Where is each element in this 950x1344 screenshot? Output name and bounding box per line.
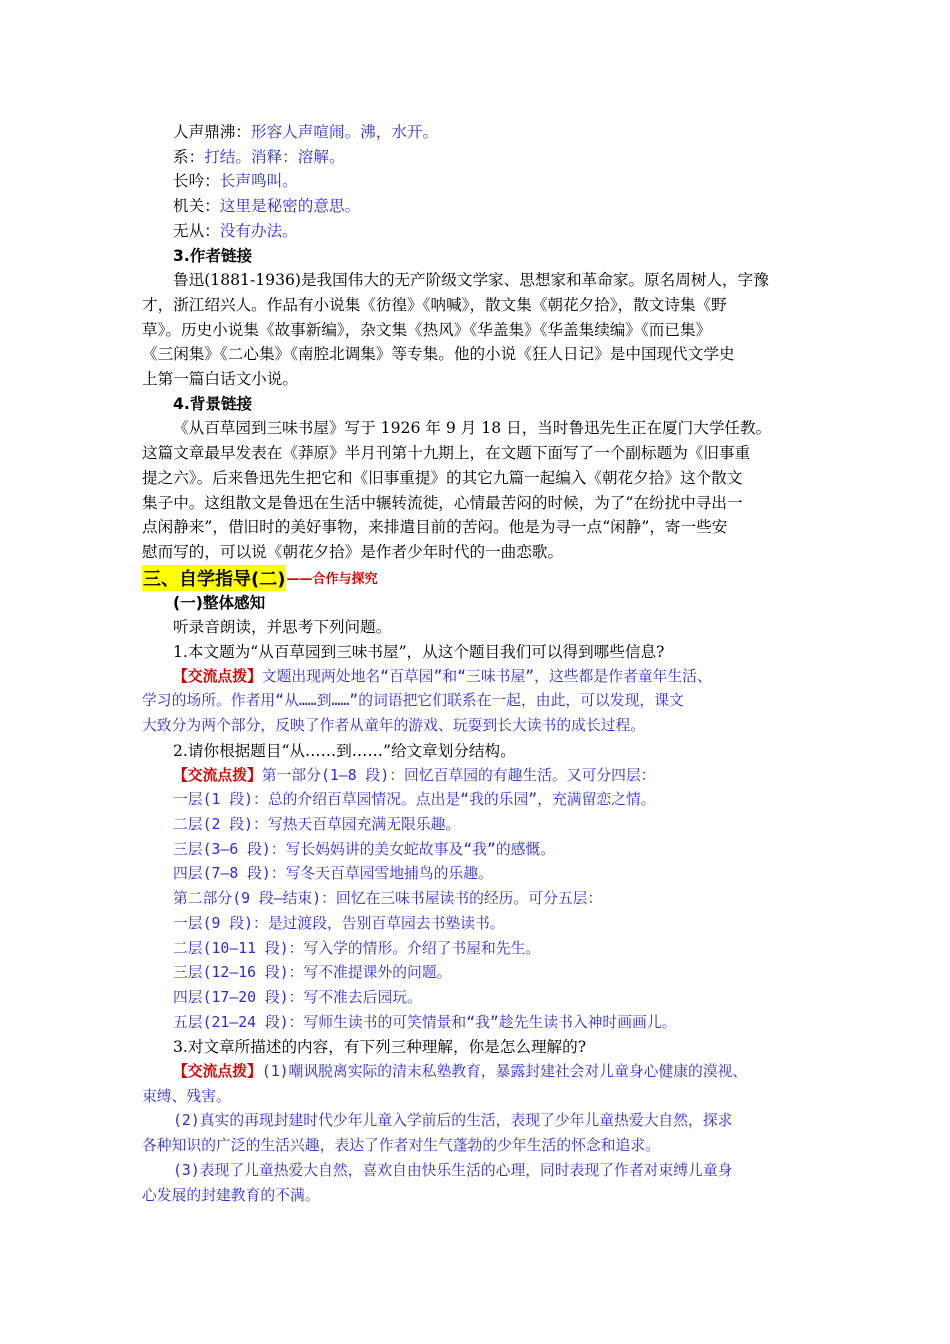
paragraph-line: 才，浙江绍兴人。作品有小说集《彷徨》《呐喊》，散文集《朝花夕拾》，散文诗集《野 [142, 295, 727, 314]
vocab-term: 系： [173, 147, 205, 166]
paragraph-line: 上第一篇白话文小说。 [142, 370, 298, 389]
author-heading: 3.作者链接 [173, 246, 253, 265]
paragraph-line: 草》。历史小说集《故事新编》，杂文集《热风》《华盖集》《华盖集续编》《而已集》 [142, 320, 712, 339]
vocab-definition: 没有办法。 [219, 221, 298, 240]
question-1: 1.本文题为“从百草园到三味书屋”，从这个题目我们可以得到哪些信息? [173, 643, 665, 662]
vocab-item [142, 145, 822, 170]
vocab-item [142, 219, 822, 244]
vocab-list [142, 120, 822, 244]
vocab-term: 人声鼎沸： [173, 123, 251, 141]
answer-line: 【交流点拨】第一部分(1—8 段)：回忆百草园的有趣生活。又可分四层： [173, 766, 656, 784]
question-3: 3.对文章所描述的内容，有下列三种理解，你是怎么理解的? [173, 1038, 587, 1057]
intro-text: 听录音朗读，并思考下列问题。 [173, 618, 392, 637]
background-paragraph [142, 416, 822, 564]
answer-line: 四层(17—20 段)：写不准去后园玩。 [173, 988, 422, 1006]
vocab-definition: 打结。消释：溶解。 [204, 147, 345, 166]
paragraph-line: 这篇文章最早发表在《莽原》半月刊第十九期上，在文题下面写了一个副标题为《旧事重 [142, 444, 751, 463]
answer-line: 四层(7—8 段)：写冬天百草园雪地捕鸟的乐趣。 [173, 865, 493, 883]
vocab-item [142, 120, 822, 145]
paragraph-line: 慰而写的，可以说《朝花夕拾》是作者少年时代的一曲恋歌。 [142, 542, 564, 561]
answer-line: (2)真实的再现封建时代少年儿童入学前后的生活，表现了少年儿童热爱大自然，探求 [173, 1112, 733, 1130]
answer-line: 二层(10—11 段)：写入学的情形。介绍了书屋和先生。 [173, 939, 541, 957]
document-page [142, 120, 822, 1208]
paragraph-line: 《三闲集》《二心集》《南腔北调集》等专集。他的小说《狂人日记》是中国现代文学史 [142, 345, 735, 364]
answer-line: 三层(3—6 段)：写长妈妈讲的美女蛇故事及“我”的感慨。 [173, 840, 556, 858]
tip-label: 【交流点拨】 [173, 667, 262, 685]
answer-line: 学习的场所。作者用“从……到……”的词语把它们联系在一起，由此，可以发现，课文 [142, 692, 684, 710]
answer-line: 第二部分(9 段—结束)：回忆在三味书屋读书的经历。可分五层： [173, 890, 603, 908]
answer-2 [142, 764, 822, 1036]
question-2: 2.请你根据题目“从……到……”给文章划分结构。 [173, 741, 516, 760]
answer-line: 三层(12—16 段)：写不准提课外的问题。 [173, 964, 452, 982]
tip-label: 【交流点拨】 [173, 1063, 262, 1081]
answer-3 [142, 1060, 822, 1208]
answer-line: 各种知识的广泛的生活兴趣，表达了作者对生气蓬勃的少年生活的怀念和追求。 [142, 1137, 660, 1155]
vocab-term: 机关： [173, 197, 220, 216]
vocab-term: 无从： [173, 221, 220, 240]
answer-line: (3)表现了儿童热爱大自然，喜欢自由快乐生活的心理，同时表现了作者对束缚儿童身 [173, 1161, 733, 1179]
answer-line: 心发展的封建教育的不满。 [142, 1186, 320, 1204]
answer-line: 【交流点拨】(1)嘲讽脱离实际的清末私塾教育，暴露封建社会对儿童身心健康的漠视、 [173, 1063, 748, 1081]
vocab-item [142, 169, 822, 194]
paragraph-line: 鲁迅(1881-1936)是我国伟大的无产阶级文学家、思想家和革命家。原名周树人，字豫 [173, 271, 769, 290]
section-title: 三、自学指导(二) [142, 565, 286, 591]
vocab-definition: 长声鸣叫。 [219, 172, 298, 191]
paragraph-line: 集子中。这组散文是鲁迅在生活中辗转流徙，心情最苦闷的时候，为了“在纷扰中寻出一 [142, 493, 743, 512]
answer-line: 一层(1 段)：总的介绍百草园情况。点出是“我的乐园”，充满留恋之情。 [173, 791, 656, 809]
paragraph-line: 点闲静来”，借旧时的美好事物，来排遣目前的苦闷。他是为寻一点“闲静”，寄一些安 [142, 518, 728, 537]
tip-label: 【交流点拨】 [173, 766, 262, 784]
paragraph-line: 《从百草园到三味书屋》写于 1926 年 9 月 18 日，当时鲁迅先生正在厦门大学任教。 [173, 419, 772, 438]
answer-line: 束缚、残害。 [142, 1087, 231, 1105]
vocab-definition: 这里是秘密的意思。 [219, 197, 361, 216]
subsection-heading: (一)整体感知 [173, 593, 266, 612]
section-heading [142, 565, 822, 591]
answer-line: 五层(21—24 段)：写师生读书的可笑情景和“我”趁先生读书入神时画画儿。 [173, 1013, 677, 1031]
section-subtitle: ——合作与探究 [286, 572, 378, 588]
author-paragraph [142, 268, 822, 392]
answer-line: 二层(2 段)：写热天百草园充满无限乐趣。 [173, 815, 461, 833]
vocab-term: 长吟： [173, 172, 220, 191]
vocab-item [142, 194, 822, 219]
background-heading: 4.背景链接 [173, 394, 253, 413]
answer-line: 一层(9 段)：是过渡段，告别百草园去书塾读书。 [173, 914, 505, 932]
answer-line: 大致分为两个部分，反映了作者从童年的游戏、玩耍到长大读书的成长过程。 [142, 717, 646, 735]
paragraph-line: 提之六》。后来鲁迅先生把它和《旧事重提》的其它九篇一起编入《朝花夕拾》这个散文 [142, 468, 743, 487]
answer-1 [142, 665, 822, 739]
vocab-definition: 形容人声喧闹。沸，水开。 [250, 123, 439, 141]
answer-line: 【交流点拨】文题出现两处地名“百草园”和“三味书屋”，这些都是作者童年生活、 [173, 667, 712, 685]
